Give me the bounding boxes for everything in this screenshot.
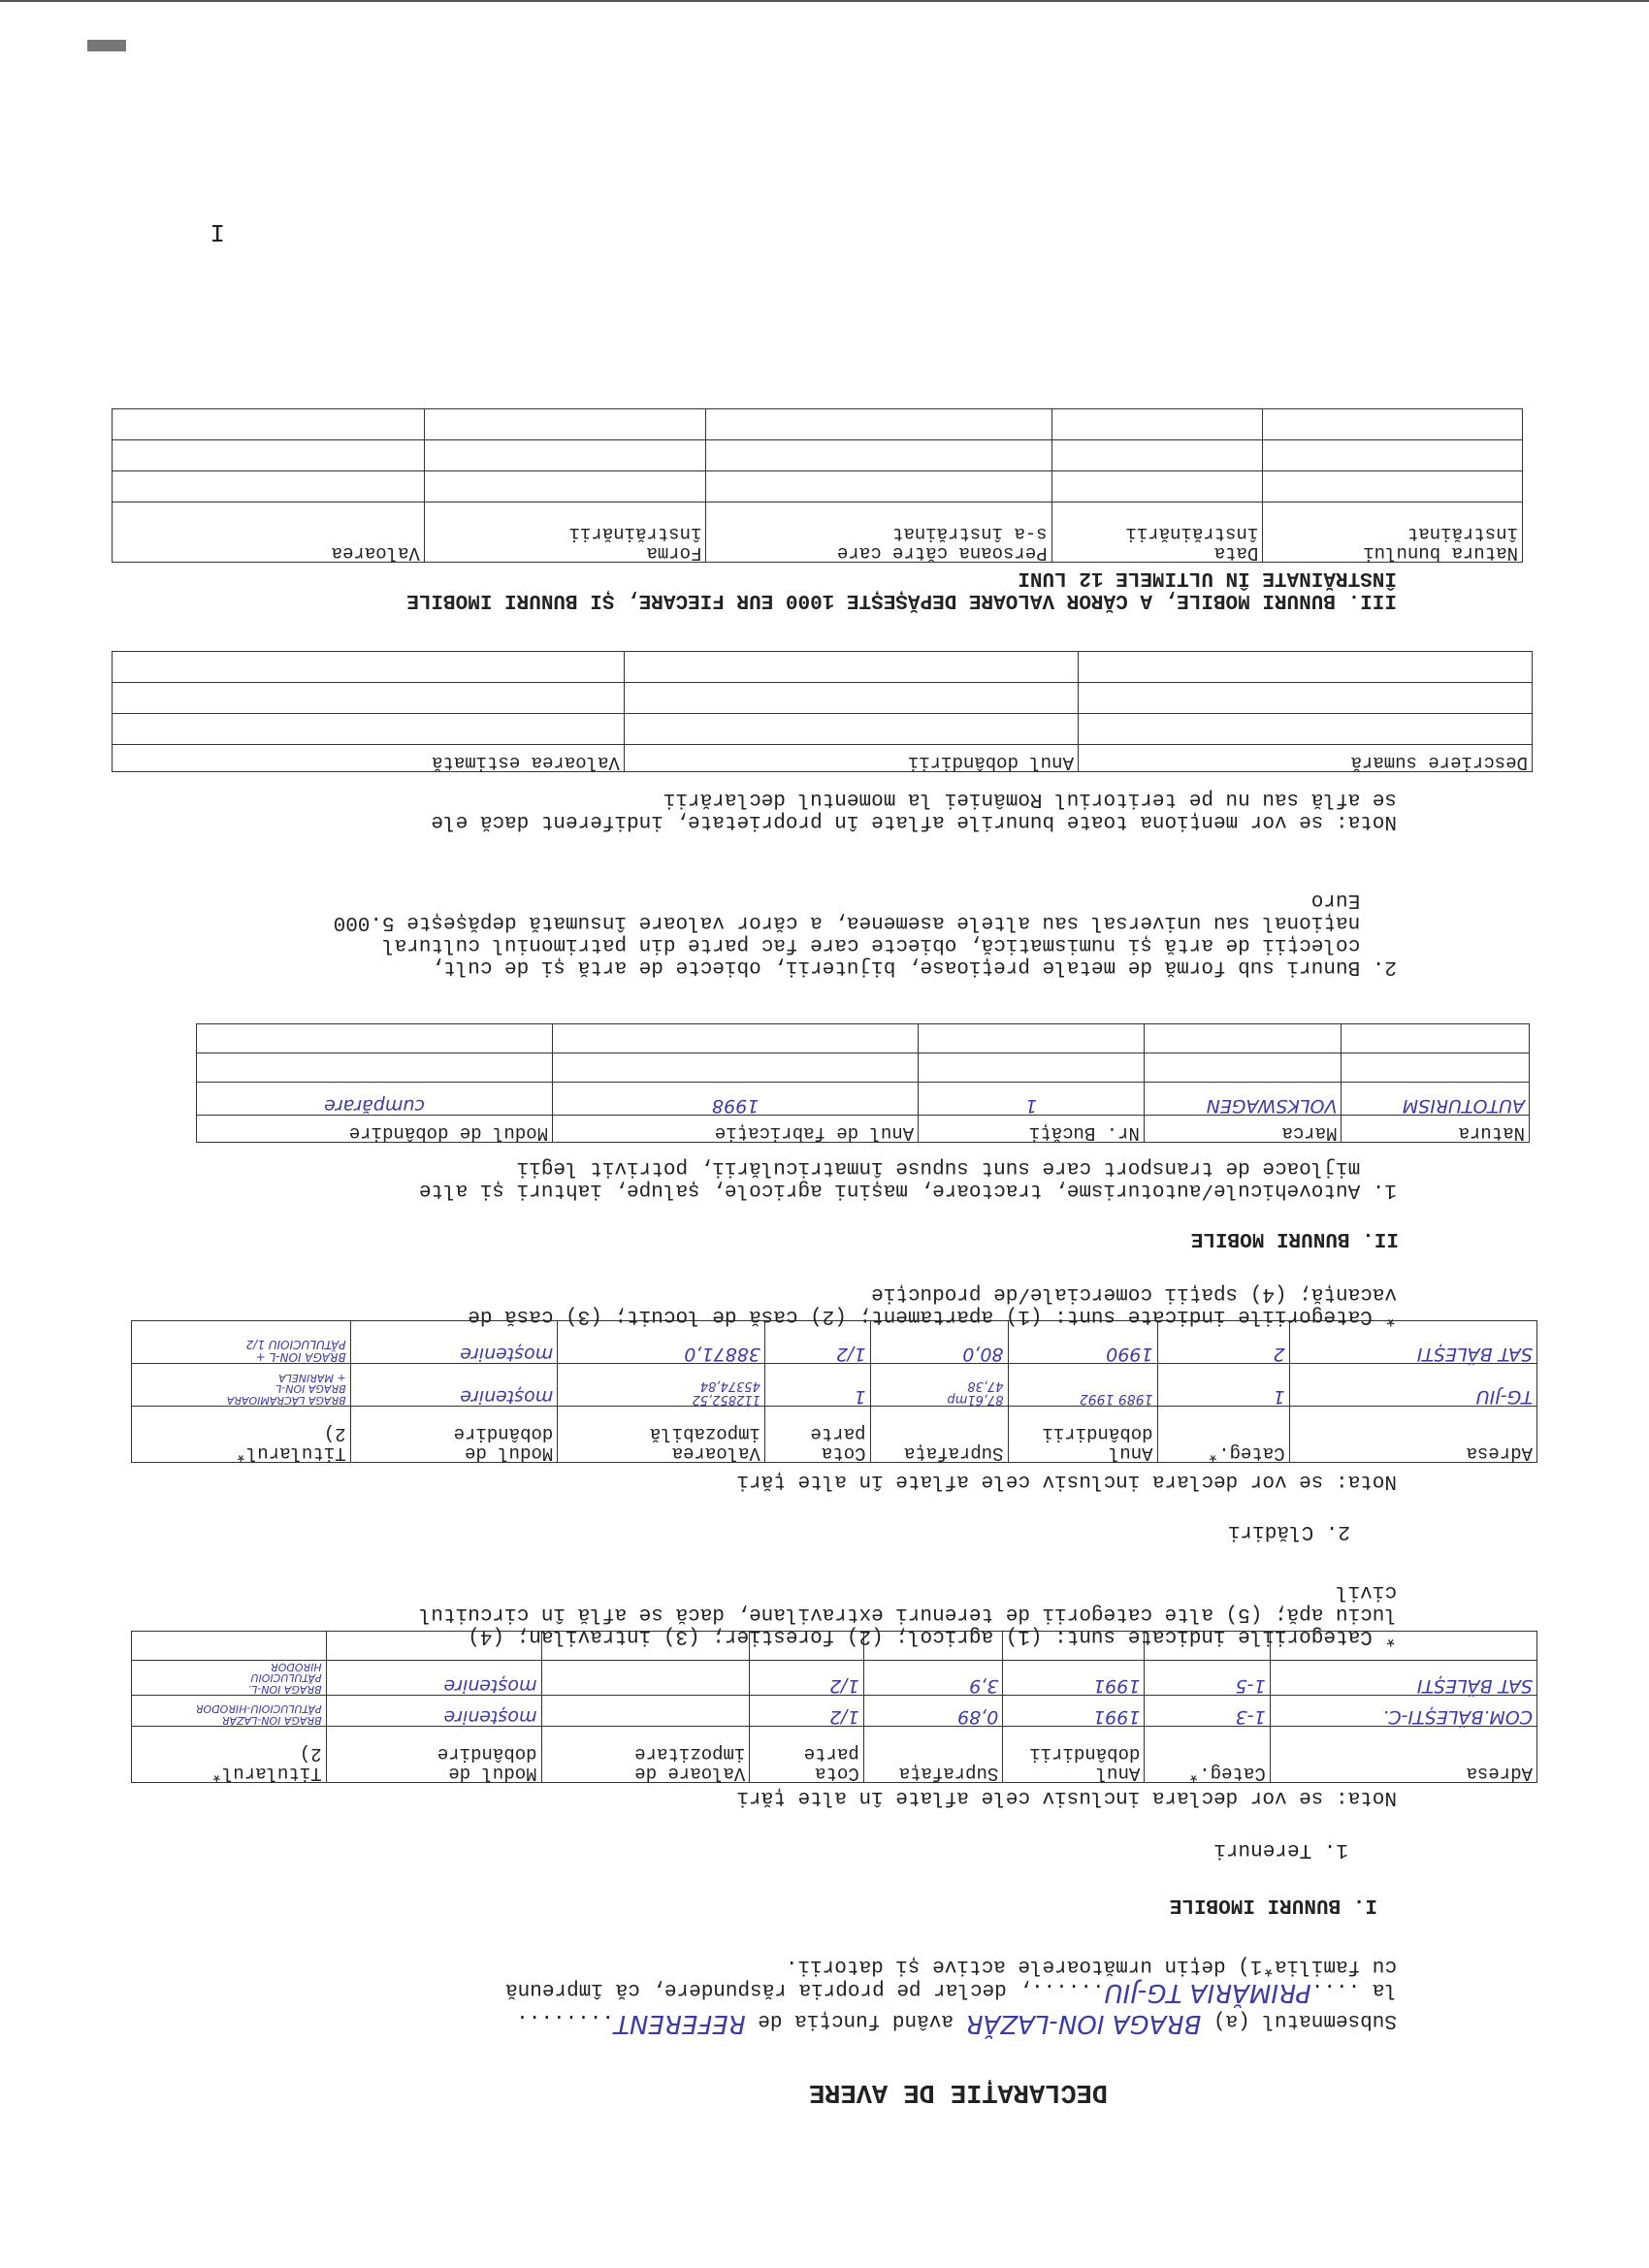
header-cell: Anul de fabricație: [553, 1116, 919, 1143]
cell: 1998: [553, 1083, 919, 1116]
header-cell: Descriere sumară: [1078, 745, 1532, 772]
cell: 1991: [1003, 1661, 1145, 1696]
categories-note-cladiri: * Categoriile indicate sunt: (1) apartament; (2) casă de locuit; (3) casă de vacanță; (4) spații comerciale/de producție: [468, 1281, 1397, 1327]
cell: BRAGA ION-LAZĂR PĂTULUCIOIU-HIRODOR: [132, 1696, 327, 1727]
intro-text: Subsemnatul (a): [1212, 2009, 1397, 2031]
cell: 1-3: [1145, 1696, 1270, 1727]
terenuri-table: [131, 1631, 1537, 1783]
scan-edge-line: [0, 0, 1649, 2]
header-cell: Titularul* 2): [132, 1727, 327, 1783]
header-cell: Adresa: [1289, 1407, 1536, 1463]
margin-mark: I: [210, 217, 225, 246]
header-cell: Natura bunului înstrăinat: [1263, 502, 1523, 563]
scan-smudge: [87, 40, 126, 51]
table-row: [132, 1661, 1537, 1696]
categories-note-terenuri: * Categoriile indicate sunt: (1) agricol; (2) forestier; (3) intravilan; (4) luciu apă; (5) alte categorii de terenuri extravilane, dacă se află în circuitul civil: [418, 1579, 1397, 1647]
cell: SAT BĂLEȘTI: [1270, 1661, 1536, 1696]
header-cell: Adresa: [1270, 1727, 1536, 1783]
cell: 1/2: [750, 1661, 863, 1696]
table-header-row: [197, 1116, 1530, 1143]
table-header-row: [132, 1727, 1537, 1783]
header-cell: Forma înstrăinării: [424, 502, 706, 563]
header-cell: Suprafața: [870, 1407, 1008, 1463]
subsection-bunuri-pretioase: 2. Bunuri sub formă de metale prețioase, bijuterii, obiecte de artă și de cult, colecții de artă și numismatică, obiecte care fac parte din patrimoniul cultural național sau universal sau altele asemenea, a căror valoare însumată depășește 5.000 Euro: [333, 888, 1397, 978]
cell: moștenire: [326, 1661, 541, 1696]
table-row: [132, 1696, 1537, 1727]
header-cell: Marca: [1144, 1116, 1342, 1143]
cell: 1: [764, 1364, 870, 1407]
table-row: [132, 1364, 1537, 1407]
cell: 38871,0: [558, 1321, 765, 1364]
handwritten-function: REFERENT: [614, 2009, 746, 2038]
subsection-terenuri: 1. Terenuri: [1213, 1838, 1348, 1861]
section-1-heading: I. BUNURI IMOBILE: [1169, 1894, 1377, 1916]
note-cladiri: Nota: se vor declara inclusiv cele aflate în alte țări: [736, 1470, 1397, 1492]
header-cell: Nr. Bucăți: [919, 1116, 1145, 1143]
intro-line-2: [505, 1978, 1397, 2006]
header-cell: Modul de dobândire: [326, 1727, 541, 1783]
bunuri-pretioase-table: [112, 651, 1533, 772]
table-header-row: [132, 1407, 1537, 1463]
handwritten-institution: PRIMĂRIA TG-JIU: [1104, 1978, 1311, 2007]
cell: 1: [1157, 1364, 1289, 1407]
intro-text: având funcția de: [758, 2009, 954, 2031]
cell: BRAGA ION-L + PĂTULUCIOIU 1/2: [132, 1321, 351, 1364]
header-cell: Modul de dobândire: [197, 1116, 553, 1143]
header-cell: Anul dobândirii: [1003, 1727, 1145, 1783]
header-cell: Data înstrăinării: [1051, 502, 1263, 563]
header-cell: Categ.*: [1157, 1407, 1289, 1463]
section-3-heading: III. BUNURI MOBILE, A CĂROR VALOARE DEPĂȘEȘTE 1000 EUR FIECARE, ȘI BUNURI IMOBILE ÎNSTRĂINATE ÎN ULTIMELE 12 LUNI: [406, 566, 1397, 611]
autovehicule-table: [196, 1023, 1530, 1143]
table-header-row: [113, 502, 1523, 563]
cell: 2: [1157, 1321, 1289, 1364]
header-cell: Natura: [1342, 1116, 1530, 1143]
intro-text: la ....: [1310, 1978, 1397, 2000]
cell: 1/2: [750, 1696, 863, 1727]
table-header-row: [113, 745, 1533, 772]
cell: 80,0: [870, 1321, 1008, 1364]
cell: TG-JIU: [1289, 1364, 1536, 1407]
header-cell: Valoare de impozitare: [541, 1727, 750, 1783]
cell: 1990: [1008, 1321, 1157, 1364]
header-cell: Anul dobândirii: [624, 745, 1078, 772]
header-cell: Titularul* 2): [132, 1407, 351, 1463]
handwritten-name: BRAGA ION-LAZĂR: [965, 2009, 1202, 2038]
header-cell: Cota parte: [764, 1407, 870, 1463]
cell: VOLKSWAGEN: [1144, 1083, 1342, 1116]
header-cell: Anul dobândirii: [1008, 1407, 1157, 1463]
cell: 1989 1992: [1008, 1364, 1157, 1407]
instrainari-table: [112, 408, 1523, 563]
cell: BRAGA ION-L. PĂTULUCIOIU HIRODOR: [132, 1661, 327, 1696]
table-row: [132, 1321, 1537, 1364]
intro-line-3: cu familia*1) dețin următoarele active și datorii.: [785, 1955, 1397, 1977]
header-cell: Valoarea impozabilă: [558, 1407, 765, 1463]
intro-text: ......, declar pe propria răspundere, că împreună: [505, 1978, 1105, 2000]
cell: moștenire: [350, 1364, 558, 1407]
table-row: [197, 1083, 1530, 1116]
page-title: DECLARAȚIE DE AVERE: [809, 2077, 1108, 2106]
cell: 112852,52 45374,84: [558, 1364, 765, 1407]
cladiri-table: [131, 1320, 1537, 1463]
cell: moștenire: [350, 1321, 558, 1364]
header-cell: Modul de dobândire: [350, 1407, 558, 1463]
cell: 1/2: [764, 1321, 870, 1364]
cell: 1: [919, 1083, 1145, 1116]
header-cell: Valoarea: [113, 502, 425, 563]
header-cell: Valoarea estimată: [113, 745, 625, 772]
cell: 1-5: [1145, 1661, 1270, 1696]
intro-line-1: Subsemnatul (a) BRAGA ION-LAZĂR având funcția de REFERENT........: [516, 2009, 1397, 2038]
note-terenuri: Nota: se vor declara inclusiv cele aflate în alte țări: [736, 1786, 1397, 1808]
subsection-autovehicule: 1. Autovehicule/autoturisme, tractoare, mașini agricole, șalupe, iahturi și alte mijloace de transport care sunt supuse înmatriculării, potrivit legii: [418, 1155, 1397, 1201]
cell: AUTOTURISM: [1342, 1083, 1530, 1116]
subsection-cladiri: 2. Clădiri: [1227, 1520, 1350, 1542]
cell: 0,89: [863, 1696, 1003, 1727]
cell: 3,9: [863, 1661, 1003, 1696]
note-bunuri-pretioase: Nota: se vor menționa toate bunurile aflate în proprietate, indiferent dacă ele se află sau nu pe teritoriul României la momentul declarării: [431, 787, 1397, 832]
cell: [541, 1661, 750, 1696]
header-cell: Persoana către care s-a înstrăinat: [706, 502, 1051, 563]
cell: 87,61mp 47,38: [870, 1364, 1008, 1407]
section-2-heading: II. BUNURI MOBILE: [1190, 1227, 1399, 1249]
cell: [541, 1696, 750, 1727]
cell: COM.BĂLEȘTI-C.: [1270, 1696, 1536, 1727]
header-cell: Categ.*: [1145, 1727, 1270, 1783]
cell: moștenire: [326, 1696, 541, 1727]
cell: 1991: [1003, 1696, 1145, 1727]
cell: SAT BĂLEȘTI: [1289, 1321, 1536, 1364]
cell: BRAGA LĂCRĂMIOARA BRAGA ION-L + MARINELA: [132, 1364, 351, 1407]
cell: cumpărare: [197, 1083, 553, 1116]
header-cell: Suprafața: [863, 1727, 1003, 1783]
header-cell: Cota parte: [750, 1727, 863, 1783]
